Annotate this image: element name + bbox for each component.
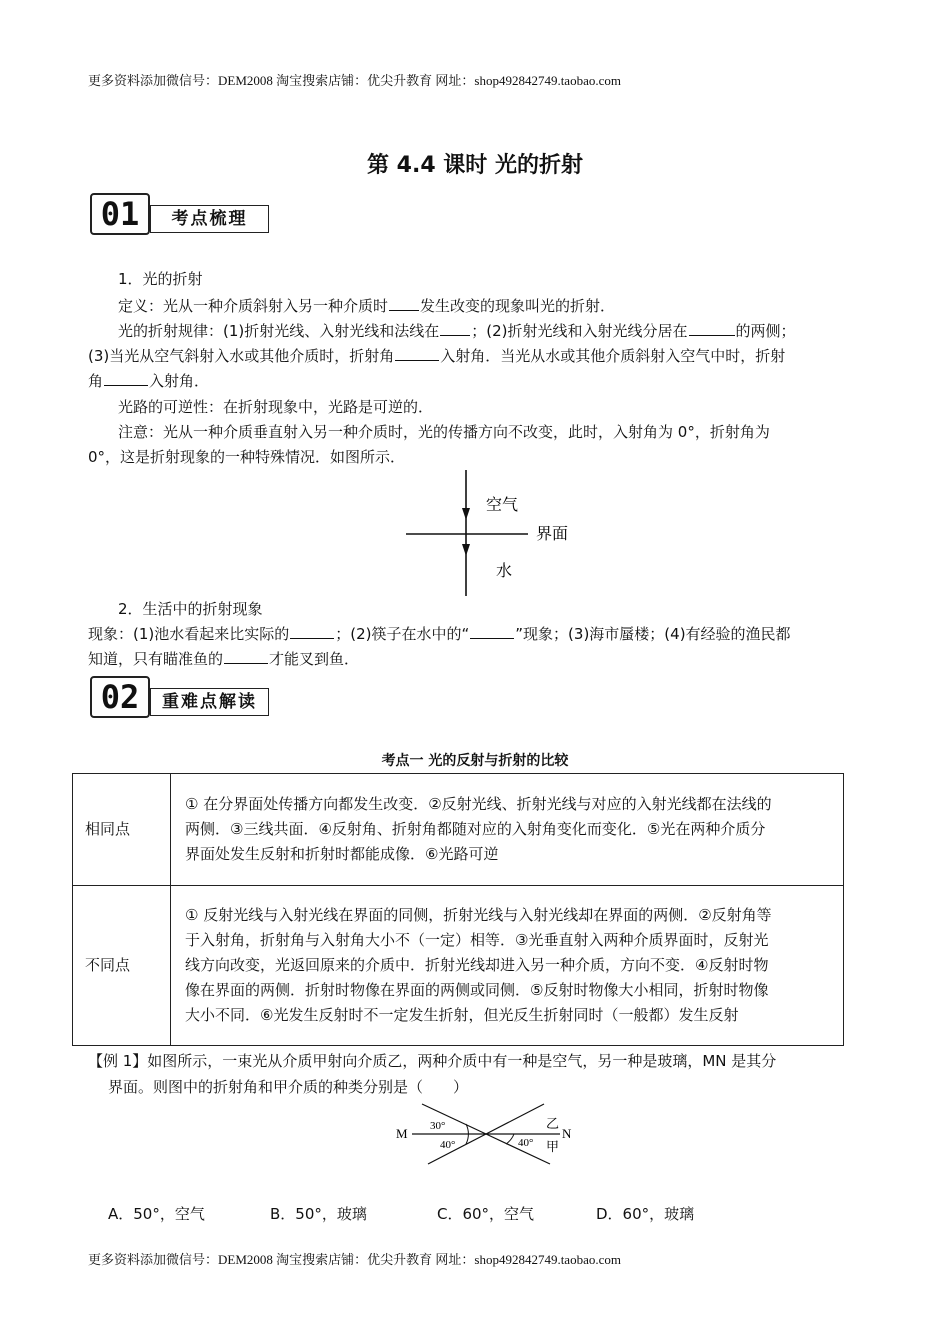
option-a[interactable]: A．50°，空气 (108, 1205, 205, 1223)
subtitle-comparison: 考点一 光的反射与折射的比较 (381, 753, 569, 769)
label-angle-40-left: 40° (440, 1139, 456, 1151)
fill-blank[interactable] (389, 296, 419, 311)
promo-header: 更多资料添加微信号：DEM2008 淘宝搜索店铺：优尖升教育 网址：shop492842749.taobao.com (88, 73, 621, 88)
label-angle-40-right: 40° (518, 1137, 534, 1149)
row-value: ① 在分界面处传播方向都发生改变．②反射光线、折射光线与对应的入射光线都在法线的 两侧．③三线共面．④反射角、折射角都随对应的入射角变化而变化．⑤光在两种介质分 界面处发生反射和折射时都能成像．⑥光路可逆 (171, 774, 844, 886)
refraction-angle-figure (390, 1098, 590, 1170)
row-key: 不同点 (73, 886, 171, 1046)
para-phenomena: 现象：(1)池水看起来比实际的 ；(2)筷子在水中的“ ”现象；(3)海市蜃楼；(4)有经验的渔民都 (88, 625, 791, 643)
perpendicular-refraction-figure (400, 468, 600, 598)
row-key: 相同点 (73, 774, 171, 886)
example-question: 【例 1】如图所示，一束光从介质甲射向介质乙，两种介质中有一种是空气，另一种是玻璃，MN 是其分 (88, 1052, 777, 1070)
section-number: 02 (90, 676, 150, 718)
para-definition: 定义：光从一种介质斜射入另一种介质时 发生改变的现象叫光的折射． (118, 297, 616, 315)
para-heading-refraction: 1．光的折射 (118, 270, 203, 288)
fill-blank[interactable] (689, 321, 735, 336)
table-row (73, 774, 844, 886)
para-note: 注意：光从一种介质垂直射入另一种介质时，光的传播方向不改变，此时，入射角为 0°，折射角为 (118, 423, 770, 441)
para-law-cont: (3)当光从空气斜射入水或其他介质时，折射角 入射角．当光从水或其他介质斜射入空气中时，折射 (88, 347, 786, 365)
fill-blank[interactable] (224, 649, 268, 664)
label-angle-30: 30° (430, 1120, 446, 1132)
para-heading-life: 2．生活中的折射现象 (118, 600, 263, 618)
fill-blank[interactable] (104, 371, 148, 386)
section-number: 01 (90, 193, 150, 235)
option-c[interactable]: C．60°，空气 (437, 1205, 535, 1223)
fill-blank[interactable] (440, 321, 470, 336)
example-question-cont: 界面。则图中的折射角和甲介质的种类分别是（ ） (108, 1078, 469, 1096)
option-b[interactable]: B．50°，玻璃 (270, 1205, 367, 1223)
fill-blank[interactable] (395, 346, 439, 361)
label-interface: 界面 (536, 524, 569, 543)
section-label: 重难点解读 (150, 688, 269, 716)
option-d[interactable]: D．60°，玻璃 (596, 1205, 695, 1223)
para-reversibility: 光路的可逆性：在折射现象中，光路是可逆的． (118, 398, 434, 416)
label-air: 空气 (486, 495, 519, 514)
section-heading-2 (90, 676, 270, 716)
label-N: N (562, 1126, 572, 1141)
label-water: 水 (496, 561, 513, 580)
promo-footer: 更多资料添加微信号：DEM2008 淘宝搜索店铺：优尖升教育 网址：shop492842749.taobao.com (88, 1252, 621, 1267)
table-row (73, 886, 844, 1046)
section-heading-1 (90, 193, 270, 233)
para-phenomena-cont: 知道，只有瞄准鱼的 才能叉到鱼． (88, 650, 360, 668)
row-value: ① 反射光线与入射光线在界面的同侧，折射光线与入射光线却在界面的两侧．②反射角等 于入射角，折射角与入射角大小不（一定）相等．③光垂直射入两种介质界面时，反射光 线方向改变，光返回原来的介质中．折射光线却进入另一种介质，方向不变．④反射时物 像在界面的两侧．折射时物像在界面的两侧或同侧．⑤反射时物像大小相同，折射时物像 大小不同．⑥光发生反射时不一定发生折射，但光反生折射同时（一般都）发生反射 (171, 886, 844, 1046)
section-label: 考点梳理 (150, 205, 269, 233)
para-law-cont2: 角 入射角． (88, 372, 210, 390)
fill-blank[interactable] (290, 624, 334, 639)
fill-blank[interactable] (470, 624, 514, 639)
page-title: 第 4.4 课时 光的折射 (367, 153, 583, 178)
comparison-table (72, 773, 844, 1046)
label-yi: 乙 (546, 1117, 560, 1132)
para-law: 光的折射规律：(1)折射光线、入射光线和法线在 ；(2)折射光线和入射光线分居在 的两侧； (118, 322, 796, 340)
label-jia: 甲 (546, 1140, 560, 1155)
para-note-cont: 0°，这是折射现象的一种特殊情况．如图所示． (88, 448, 406, 466)
label-M: M (396, 1126, 408, 1141)
